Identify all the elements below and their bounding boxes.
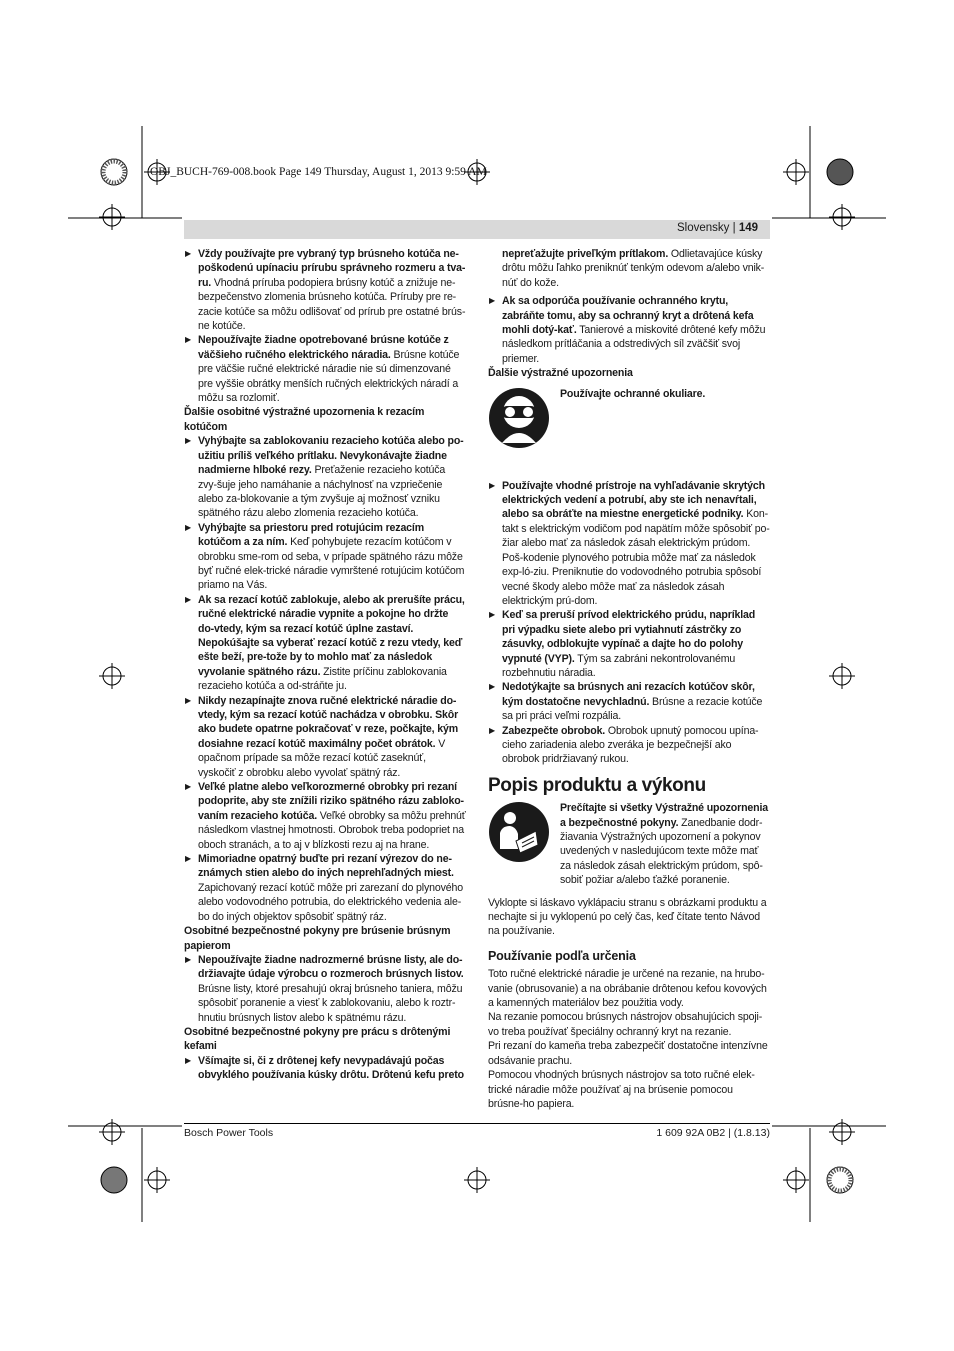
list-item: ▶ Vždy používajte pre vybraný typ brúsneho kotúča ne-poškodenú upínaciu prírubu správneho rozmeru a tva-ru. Vhodná príruba podopiera brúsny kotúč a znižuje ne-bezpečenstvo zlomenia brúsneho kotúča. Príruby pre re-zacie kotúče sa môžu odlišovať od prírub pre ostatné brús-ne kotúče. (184, 247, 466, 333)
footer-divider (184, 1123, 770, 1124)
subheading: Ďalšie osobitné výstražné upozornenia k rezacím kotúčom (184, 406, 425, 433)
right-column (488, 247, 770, 1111)
read-manual-icon (488, 801, 550, 887)
paragraph: Vyklopte si láskavo vyklápaciu stranu s obrázkami produktu a nechajte si ju vyklopenú po celý čas, keď čítate tento Návod na používanie. (488, 896, 767, 938)
list-item: ▶ Ak sa odporúča používanie ochranného krytu, zabráňte tomu, aby sa ochranný kryt a drôtená kefa mohli dotý-kať. Tanierové a miskovité drôtené kefy môžu následkom prítláčania a odstredivých síl zväčšiť svoj priemer. (488, 294, 770, 366)
list-item: ▶ Vyhýbajte sa priestoru pred rotujúcim rezacím kotúčom a za ním. Keď pohybujete rezacím kotúčom v obrobku sme-rom od seba, v prípade spätného rázu môže byť ručné elek-trické náradie vymrštené rotujúcim kotúčom priamo na Vás. (184, 521, 466, 593)
header-language: Slovensky (677, 222, 730, 234)
goggles-row (488, 387, 770, 471)
section-heading: Popis produktu a výkonu (488, 774, 706, 796)
book-info-line: OBJ_BUCH-769-008.book Page 149 Thursday, August 1, 2013 9:59 AM (150, 166, 487, 178)
subheading: Osobitné bezpečnostné pokyny pre brúsenie brúsnym papierom (184, 925, 451, 952)
page-header (184, 220, 770, 239)
left-column (184, 247, 466, 1083)
list-item: ▶ Nikdy nezapínajte znova ručné elektrické náradie do-vtedy, kým sa rezací kotúč nachádza v obrobku. Skôr ako budete opatrne pokračovať v reze, počkajte, kým dosiahne rezací kotúč maximálny počet obrátok. V opačnom prípade sa môže rezací kotúč zaseknúť, vyskočiť z obrobku alebo vyvolať spätný ráz. (184, 694, 466, 780)
paragraph: Na rezanie pomocou brúsnych nástrojov obsahujúcich spoji-vo treba používať špeciálny ochranný kryt na rezanie. (488, 1011, 763, 1038)
footer-doc-number: 1 609 92A 0B2 | (1.8.13) (656, 1127, 770, 1139)
goggles-text: Používajte ochranné okuliare. (560, 387, 706, 400)
list-item: ▶ Keď sa preruší prívod elektrického prúdu, napríklad pri výpadku siete alebo pri vytiahnutí zástrčky zo zásuvky, odblokujte vypínač a dajte ho do polohy vypnuté (VYP). Tým sa zabráni nekontrolovanému rozbehnutiu náradia. (488, 608, 770, 680)
paragraph: Toto ručné elektrické náradie je určené na rezanie, na hrubo-vanie (obrusovanie) a na obrábanie drôtenou kefou kovových a kamenných materiálov bez použitia vody. (488, 968, 767, 1010)
safety-goggles-icon (488, 387, 550, 471)
list-item: ▶ Vyhýbajte sa zablokovaniu rezacieho kotúča alebo po-užitiu príliš veľkého prítlaku. Nevykonávajte žiadne nadmierne hlboké rezy. Preťaženie rezacieho kotúča zvy-šuje jeho namáhanie a náchylnosť na vzpriečenie alebo za-blokovanie a tým zvyšuje aj možnosť vzniku spätného rázu alebo zlomenia rezacieho kotúča. (184, 434, 466, 520)
subheading: Ďalšie výstražné upozornenia (488, 367, 633, 380)
header-text: Slovensky | 149 (677, 222, 758, 234)
footer-brand: Bosch Power Tools (184, 1127, 274, 1139)
list-item: ▶ Všímajte si, či z drôtenej kefy nevypadávajú počas obvyklého používania kúsky drôtu. Drôtenú kefu preto (184, 1054, 466, 1083)
read-manual-row (488, 801, 770, 887)
paragraph: Pri rezaní do kameňa treba zabezpečiť dostatočne intenzívne odsávanie prachu. (488, 1040, 768, 1067)
subsection-heading: Používanie podľa určenia (488, 948, 636, 963)
list-item: ▶ Veľké platne alebo veľkorozmerné obrobky pri rezaní podoprite, aby ste znížili riziko spätného rázu zabloko-vaním rezacieho kotúča. Veľké obrobky sa môžu prehnúť následkom vlastnej hmotnosti. Obrobok treba podopriet na oboch stranách, a to aj v blízkosti rezu aj na hrane. (184, 780, 466, 852)
paragraph: Pomocou vhodných brúsnych nástrojov sa toto ručné elek-trické náradie môže používať aj na brúsenie pomocou brúsne-ho papiera. (488, 1069, 755, 1110)
list-item: ▶ Používajte vhodné prístroje na vyhľadávanie skrytých elektrických vedení a potrubí, aby ste ich nenavŕtali, alebo sa obráťte na miestne energetické podniky. Kon-takt s elektrickým vodičom pod napätím môže spôsobiť po-žiar alebo mať za následok zásah elektrickým prúdom. Poš-kodenie plynového potrubia môže mať za následok exp-ló-ziu. Preniknutie do vodovodného potrubia spôsobí vecné škody alebo môže mať za následok zásah elektrickým prú-dom. (488, 479, 770, 609)
list-item: ▶ Nepoužívajte žiadne opotrebované brúsne kotúče z väčšieho ručného elektrického náradia. Brúsne kotúče pre väčšie ručné elektrické náradie nie sú dimenzované pre vyššie obrátky menších ručných elektrických náradí a môžu sa rozlomiť. (184, 333, 466, 405)
read-manual-text: Prečítajte si všetky Výstražné upozornenia a bezpečnostné pokyny. Zanedbanie dodr-žiavania Výstražných upozornení a pokynov uvedených v nasledujúcom texte môže mať za následok zásah elektrickým prúdom, spô-sobiť požiar a/alebo ťažké poranenie. (560, 802, 769, 887)
subheading: Osobitné bezpečnostné pokyny pre prácu s drôtenými kefami (184, 1025, 451, 1053)
list-item: ▶ Nedotýkajte sa brúsnych ani rezacích kotúčov skôr, kým dostatočne nevychladnú. Brúsne a rezacie kotúče sa pri práci veľmi rozpália. (488, 680, 770, 723)
list-item: ▶ Nepoužívajte žiadne nadrozmerné brúsne listy, ale do-držiavajte údaje výrobcu o rozmeroch brúsnych listov. Brúsne listy, ktoré presahujú okraj brúsneho taniera, môžu spôsobiť poranenie a viesť k zablokovaniu, alebo k roztr-hnutiu brúsnych listov alebo k spätnému rázu. (184, 953, 466, 1025)
list-item: ▶ Ak sa rezací kotúč zablokuje, alebo ak prerušíte prácu, ručné elektrické náradie vypnite a pokojne ho držte do-vtedy, kým sa rezací kotúč úplne zastaví. Nepokúšajte sa vyberať rezací kotúč z rezu vtedy, keď ešte beží, pre-tože by to mohlo mať za následok vyvolanie spätného rázu. Zistite príčinu zablokovania rezacieho kotúča a od-stráňte ju. (184, 593, 466, 694)
page-number: 149 (738, 222, 758, 234)
list-item: ▶ Zabezpečte obrobok. Obrobok upnutý pomocou upína-cieho zariadenia alebo zveráka je bezpečnejší ako obrobok pridržiavaný rukou. (488, 724, 770, 767)
list-item-continued: nepreťažujte priveľkým prítlakom. Odlietavajúce kúsky drôtu môžu ľahko preniknúť tenkým odevom a/alebo vnik-núť do kože. (502, 248, 765, 289)
list-item: ▶ Mimoriadne opatrný buďte pri rezaní výrezov do ne-známych stien alebo do iných neprehľadných miest. Zapichovaný rezací kotúč môže pri zarezaní do plynového alebo vodovodného potrubia, do elektrického vedenia ale-bo do iných objektov spôsobiť spätný ráz. (184, 852, 466, 924)
